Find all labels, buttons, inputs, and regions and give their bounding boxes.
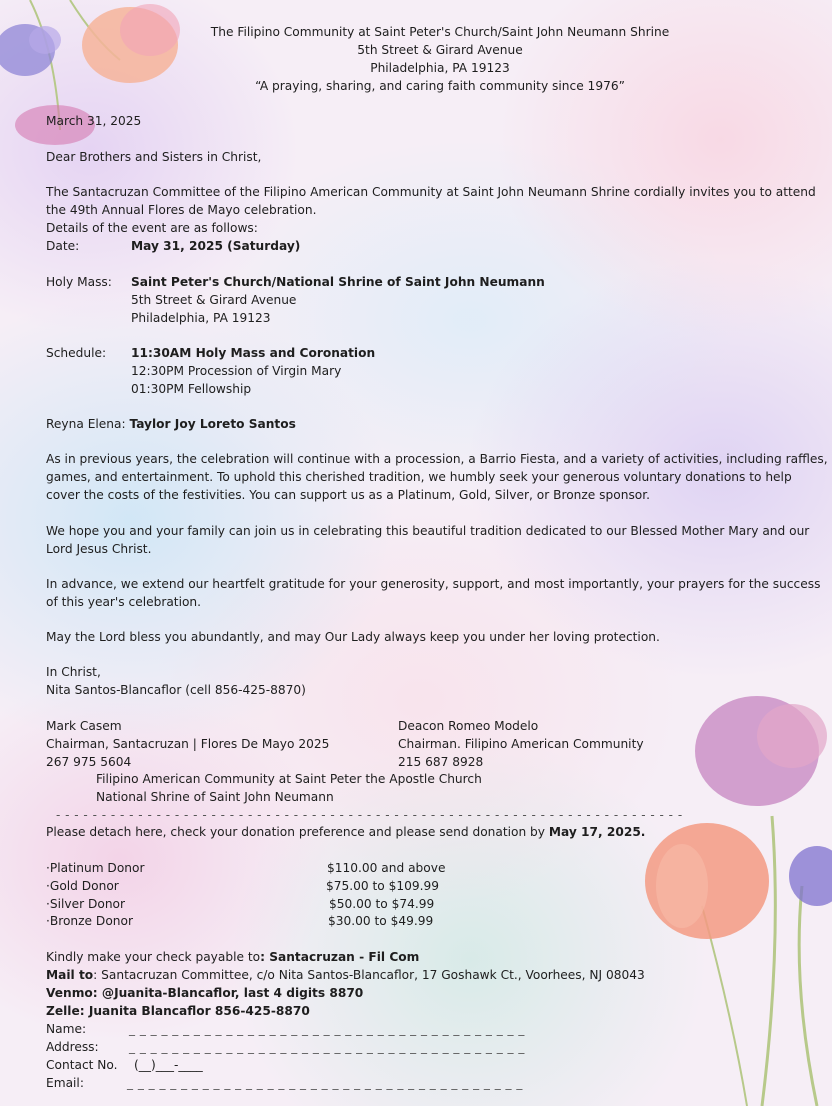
name-field[interactable]: _ _ _ _ _ _ _ _ _ _ _ _ _ _ _ _ _ _ _ _ _ _ _ _ _ _ _ _ _ _ _ _ _ _ _ _ _: [129, 1022, 525, 1036]
contact-field[interactable]: (__)___-____: [134, 1058, 203, 1072]
address-label: Address:: [46, 1040, 99, 1054]
mass-address-1: 5th Street & Girard Avenue: [131, 293, 297, 307]
detach-dashed-line: - - - - - - - - - - - - - - - - - - - - - - - - - - - - - - - - - - - - - - - - - - - - - - - - - - - - - - - - - - - - - - - - - - - - -: [56, 808, 683, 822]
zelle-line: Zelle: Juanita Blancaflor 856-425-8870: [46, 1004, 310, 1018]
donor-amount-platinum: $110.00 and above: [327, 861, 446, 875]
left-signatory-name: Mark Casem: [46, 719, 122, 733]
venmo-line: Venmo: @Juanita-Blancaflor, last 4 digits 8870: [46, 986, 364, 1000]
check-text: Kindly make your check payable to: [46, 950, 261, 964]
mail-to-line: [46, 968, 645, 982]
letter-date: March 31, 2025: [46, 114, 142, 128]
schedule-label: Schedule:: [46, 346, 107, 360]
reyna-name: Taylor Joy Loreto Santos: [129, 417, 296, 431]
reyna-label: Reyna Elena:: [46, 417, 126, 431]
paragraph-gratitude: In advance, we extend our heartfelt gratitude for your generosity, support, and most importantly, your prayers for the success of this year's celebration.: [46, 577, 821, 609]
closing-in-christ: In Christ,: [46, 665, 101, 679]
schedule-item-3: 01:30PM Fellowship: [131, 382, 252, 396]
detach-text: Please detach here, check your donation preference and please send donation by: [46, 825, 549, 839]
header-motto: “A praying, sharing, and caring faith community since 1976”: [255, 79, 625, 93]
org-line-2: National Shrine of Saint John Neumann: [96, 790, 334, 804]
address-field[interactable]: _ _ _ _ _ _ _ _ _ _ _ _ _ _ _ _ _ _ _ _ _ _ _ _ _ _ _ _ _ _ _ _ _ _ _ _ _: [129, 1040, 525, 1054]
schedule-item-2: 12:30PM Procession of Virgin Mary: [131, 364, 342, 378]
mail-address: : Santacruzan Committee, c/o Nita Santos-Blancaflor, 17 Goshawk Ct., Voorhees, NJ 08043: [93, 968, 645, 982]
donor-level-platinum: ·Platinum Donor: [46, 861, 145, 875]
intro-line-2: the 49th Annual Flores de Mayo celebration.: [46, 203, 317, 217]
header-org-name: The Filipino Community at Saint Peter's Church/Saint John Neumann Shrine: [210, 25, 670, 39]
contact-label: Contact No.: [46, 1058, 118, 1072]
check-payee: : Santacruzan - Fil Com: [260, 950, 420, 964]
paragraph-blessing: May the Lord bless you abundantly, and may Our Lady always keep you under her loving protection.: [46, 630, 660, 644]
intro-line-1: The Santacruzan Committee of the Filipino American Community at Saint John Neumann Shrine cordially invites you to attend: [46, 185, 816, 199]
holy-mass-label: Holy Mass:: [46, 275, 112, 289]
email-label: Email:: [46, 1076, 84, 1090]
right-signatory-phone: 215 687 8928: [398, 755, 484, 769]
donor-level-gold: ·Gold Donor: [46, 879, 119, 893]
header-city: Philadelphia, PA 19123: [370, 61, 510, 75]
donation-deadline: May 17, 2025.: [548, 825, 646, 839]
mass-address-2: Philadelphia, PA 19123: [131, 311, 271, 325]
closing-signature: Nita Santos-Blancaflor (cell 856-425-8870): [46, 683, 306, 697]
donor-amount-gold: $75.00 to $109.99: [326, 879, 440, 893]
detach-instruction: [46, 825, 645, 839]
left-signatory-title: Chairman, Santacruzan | Flores De Mayo 2025: [46, 737, 330, 751]
check-payable-line: [46, 950, 419, 964]
mass-venue: Saint Peter's Church/National Shrine of Saint John Neumann: [131, 275, 545, 289]
right-signatory-title: Chairman. Filipino American Community: [398, 737, 644, 751]
right-signatory-name: Deacon Romeo Modelo: [398, 719, 539, 733]
header-street: 5th Street & Girard Avenue: [357, 43, 523, 57]
email-field[interactable]: _ _ _ _ _ _ _ _ _ _ _ _ _ _ _ _ _ _ _ _ _ _ _ _ _ _ _ _ _ _ _ _ _ _ _ _ _: [127, 1076, 523, 1090]
date-label: Date:: [46, 239, 80, 253]
org-line-1: Filipino American Community at Saint Peter the Apostle Church: [96, 772, 482, 786]
salutation: Dear Brothers and Sisters in Christ,: [46, 150, 262, 164]
left-signatory-phone: 267 975 5604: [46, 755, 132, 769]
mail-label: Mail to: [46, 968, 94, 982]
schedule-item-1: 11:30AM Holy Mass and Coronation: [131, 346, 376, 360]
donor-level-bronze: ·Bronze Donor: [46, 914, 133, 928]
flower-bottom-right-illustration: [642, 686, 832, 1106]
event-date: May 31, 2025 (Saturday): [131, 239, 301, 253]
paragraph-invitation: We hope you and your family can join us in celebrating this beautiful tradition dedicated to our Blessed Mother Mary and our Lord Jesus Christ.: [46, 524, 810, 556]
donor-amount-silver: $50.00 to $74.99: [329, 897, 435, 911]
paragraph-celebration: As in previous years, the celebration will continue with a procession, a Barrio Fiesta, and a variety of activities, including raffles, games, and entertainment. To uphold this cherished tradition, we humbly seek your generous voluntary donations to help cover the costs of the festivities. You can support us as a Platinum, Gold, Silver, or Bronze sponsor.: [46, 452, 828, 502]
reyna-elena-line: [46, 417, 296, 431]
intro-line-3: Details of the event are as follows:: [46, 221, 258, 235]
name-label: Name:: [46, 1022, 87, 1036]
donor-level-silver: ·Silver Donor: [46, 897, 126, 911]
donor-amount-bronze: $30.00 to $49.99: [328, 914, 434, 928]
